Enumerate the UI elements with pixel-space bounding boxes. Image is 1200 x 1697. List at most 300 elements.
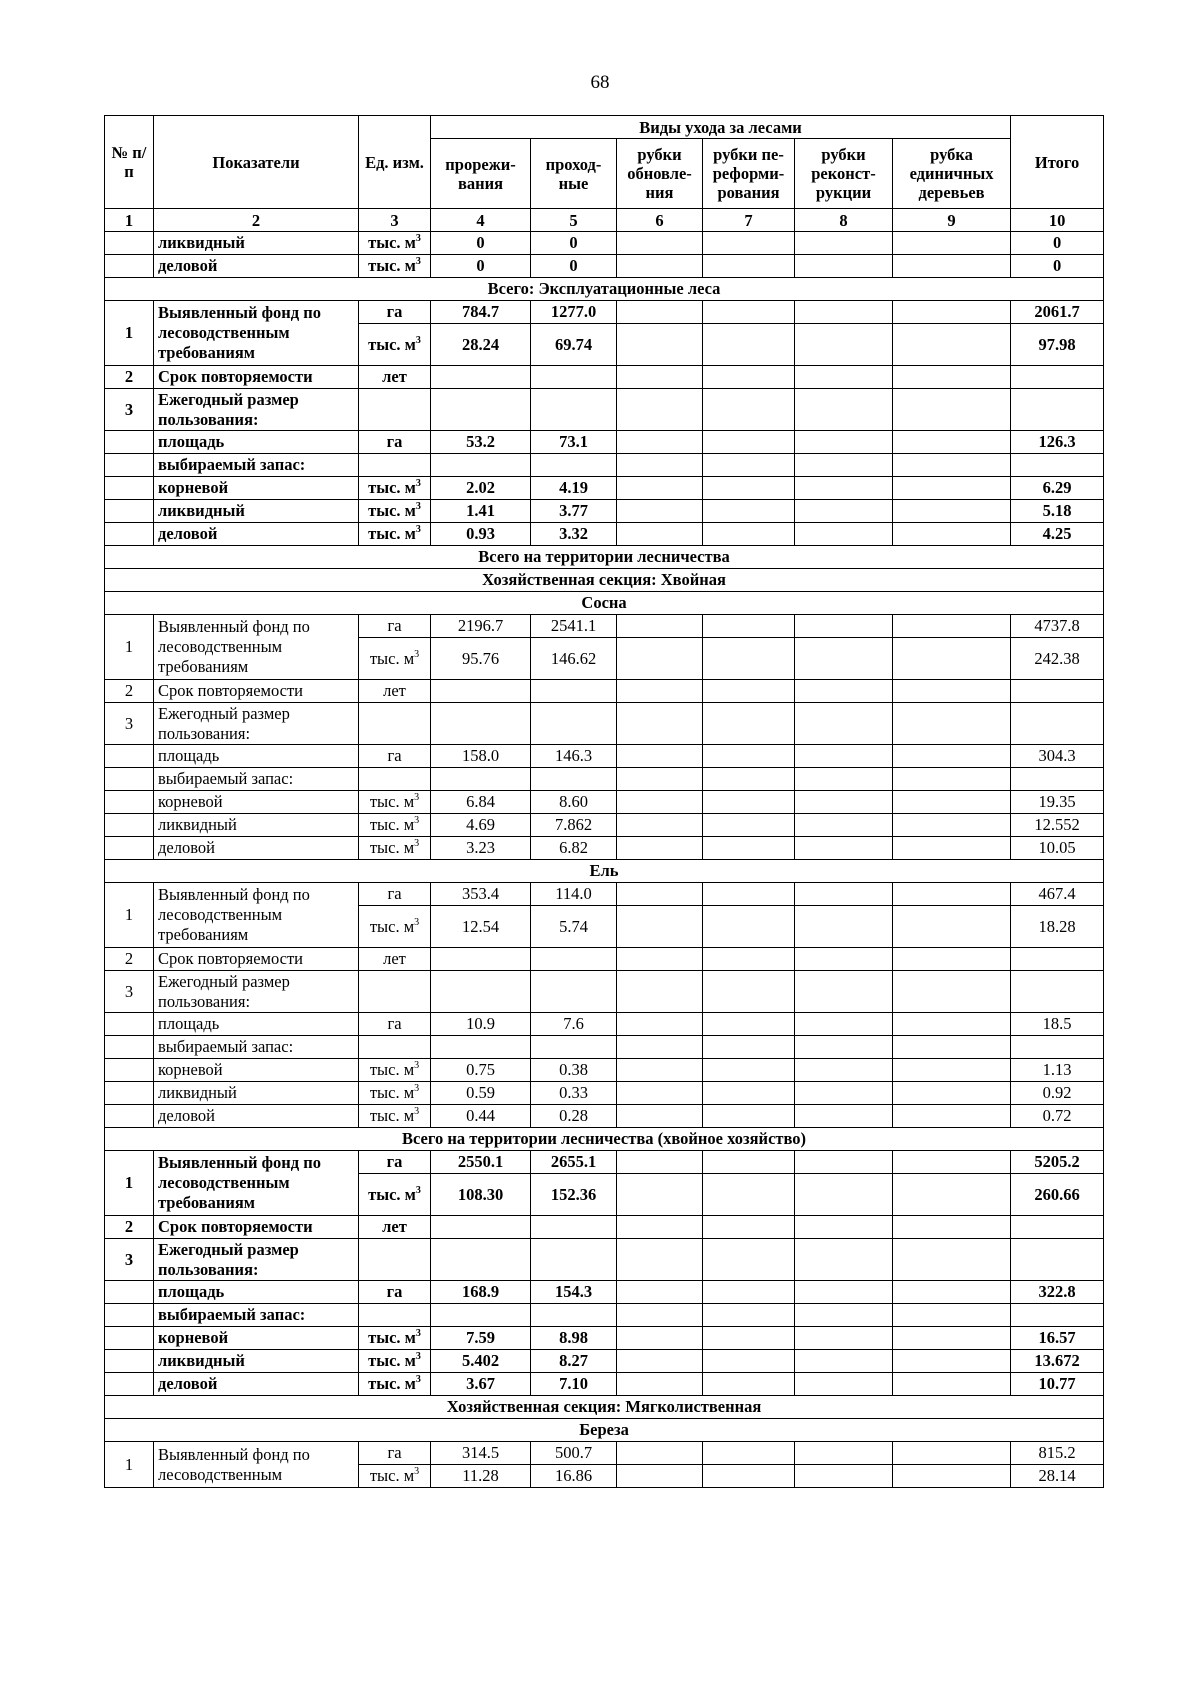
value-col-5: 69.74 <box>531 324 617 366</box>
value-col-5: 4.19 <box>531 477 617 500</box>
data-row <box>105 791 1104 814</box>
data-row <box>105 745 1104 768</box>
indicator-label: Выявленный фонд по лесоводственным требованиям <box>154 1151 359 1216</box>
value-col-6 <box>617 948 703 971</box>
value-col-6 <box>617 745 703 768</box>
value-col-4: 0 <box>431 232 531 255</box>
value-col-7 <box>703 1465 795 1488</box>
row-number-cell: 2 <box>105 1216 154 1239</box>
value-total: 304.3 <box>1011 745 1104 768</box>
value-col-6 <box>617 1082 703 1105</box>
value-col-9 <box>893 703 1011 745</box>
value-total: 467.4 <box>1011 883 1104 906</box>
value-col-4: 168.9 <box>431 1281 531 1304</box>
value-col-5: 146.62 <box>531 638 617 680</box>
header-col-9: рубка единичных деревьев <box>893 139 1011 209</box>
value-col-7 <box>703 1082 795 1105</box>
value-col-9 <box>893 680 1011 703</box>
repeat-row <box>105 1216 1104 1239</box>
value-col-6 <box>617 431 703 454</box>
value-col-6 <box>617 1239 703 1281</box>
value-col-4: 53.2 <box>431 431 531 454</box>
value-col-5 <box>531 948 617 971</box>
value-col-4 <box>431 680 531 703</box>
value-total: 97.98 <box>1011 324 1104 366</box>
annual-row <box>105 971 1104 1013</box>
section-band-row <box>105 1396 1104 1419</box>
value-col-8 <box>795 1442 893 1465</box>
value-col-7 <box>703 883 795 906</box>
value-col-5: 500.7 <box>531 1442 617 1465</box>
value-total <box>1011 1216 1104 1239</box>
value-col-6 <box>617 1281 703 1304</box>
unit-cell: тыс. $м^3$ <box>359 791 431 814</box>
value-col-9 <box>893 745 1011 768</box>
value-col-7 <box>703 680 795 703</box>
row-number-cell: 3 <box>105 703 154 745</box>
value-total <box>1011 1304 1104 1327</box>
value-col-6 <box>617 232 703 255</box>
unit-cell: га <box>359 1281 431 1304</box>
value-total <box>1011 948 1104 971</box>
value-col-4: 314.5 <box>431 1442 531 1465</box>
value-col-9 <box>893 1350 1011 1373</box>
value-col-4 <box>431 703 531 745</box>
indicator-label: Ежегодный размер пользования: <box>154 971 359 1013</box>
unit-cell <box>359 1304 431 1327</box>
row-number-cell <box>105 814 154 837</box>
data-row <box>105 500 1104 523</box>
data-row <box>105 232 1104 255</box>
value-col-6 <box>617 477 703 500</box>
value-col-8 <box>795 1373 893 1396</box>
value-col-4: 158.0 <box>431 745 531 768</box>
value-col-6 <box>617 1059 703 1082</box>
header-col-5: проход-ные <box>531 139 617 209</box>
value-col-6 <box>617 301 703 324</box>
unit-cell <box>359 768 431 791</box>
value-col-4: 2.02 <box>431 477 531 500</box>
data-row <box>105 255 1104 278</box>
value-total: 6.29 <box>1011 477 1104 500</box>
row-number-cell <box>105 454 154 477</box>
row-number-cell: 2 <box>105 366 154 389</box>
value-total <box>1011 768 1104 791</box>
row-number-cell <box>105 791 154 814</box>
value-col-9 <box>893 523 1011 546</box>
value-col-6 <box>617 366 703 389</box>
value-total <box>1011 366 1104 389</box>
value-col-7 <box>703 814 795 837</box>
value-col-8 <box>795 703 893 745</box>
value-col-4 <box>431 948 531 971</box>
unit-cell: тыс. $м^3$ <box>359 1373 431 1396</box>
value-total: 0.92 <box>1011 1082 1104 1105</box>
unit-cell: лет <box>359 680 431 703</box>
value-col-7 <box>703 1281 795 1304</box>
value-col-5: 0.28 <box>531 1105 617 1128</box>
row-number-cell: 1 <box>105 883 154 948</box>
column-number-8: 8 <box>795 209 893 232</box>
header-col-6: рубки обновле-ния <box>617 139 703 209</box>
value-col-8 <box>795 883 893 906</box>
forest-care-table <box>104 115 1104 1488</box>
value-col-9 <box>893 1082 1011 1105</box>
value-col-8 <box>795 791 893 814</box>
value-col-8 <box>795 523 893 546</box>
value-col-4: 0.44 <box>431 1105 531 1128</box>
indicator-label: Выявленный фонд по лесоводственным требованиям <box>154 883 359 948</box>
value-total: 5205.2 <box>1011 1151 1104 1174</box>
unit-cell: га <box>359 431 431 454</box>
row-number-cell <box>105 768 154 791</box>
value-col-9 <box>893 615 1011 638</box>
value-col-5: 8.98 <box>531 1327 617 1350</box>
value-col-4: 2196.7 <box>431 615 531 638</box>
unit-cell: га <box>359 1013 431 1036</box>
value-col-9 <box>893 1174 1011 1216</box>
value-total: 260.66 <box>1011 1174 1104 1216</box>
unit-cell: га <box>359 1151 431 1174</box>
row-number-cell: 1 <box>105 1151 154 1216</box>
value-col-5 <box>531 1239 617 1281</box>
repeat-row <box>105 680 1104 703</box>
value-total: 126.3 <box>1011 431 1104 454</box>
repeat-row <box>105 366 1104 389</box>
unit-cell <box>359 1239 431 1281</box>
row-number-cell: 1 <box>105 615 154 680</box>
value-col-5: 146.3 <box>531 745 617 768</box>
value-col-4: 0 <box>431 255 531 278</box>
value-total: 16.57 <box>1011 1327 1104 1350</box>
value-col-9 <box>893 1036 1011 1059</box>
unit-cell: тыс. $м^3$ <box>359 1465 431 1488</box>
value-total: 28.14 <box>1011 1465 1104 1488</box>
indicator-label: выбираемый запас: <box>154 1036 359 1059</box>
value-col-5: 16.86 <box>531 1465 617 1488</box>
value-total: 0 <box>1011 232 1104 255</box>
indicator-label: площадь <box>154 1281 359 1304</box>
value-col-6 <box>617 906 703 948</box>
column-number-1: 1 <box>105 209 154 232</box>
annual-row <box>105 703 1104 745</box>
value-col-5 <box>531 1216 617 1239</box>
indicator-label: выбираемый запас: <box>154 1304 359 1327</box>
value-col-6 <box>617 703 703 745</box>
value-col-7 <box>703 1216 795 1239</box>
section-title: Всего на территории лесничества <box>105 546 1104 569</box>
value-col-9 <box>893 454 1011 477</box>
unit-cell: лет <box>359 1216 431 1239</box>
column-number-10: 10 <box>1011 209 1104 232</box>
value-col-4: 7.59 <box>431 1327 531 1350</box>
row-number-cell <box>105 1105 154 1128</box>
indicator-label: корневой <box>154 477 359 500</box>
value-col-7 <box>703 1013 795 1036</box>
value-col-9 <box>893 971 1011 1013</box>
value-col-8 <box>795 255 893 278</box>
data-row <box>105 837 1104 860</box>
section-title: Хозяйственная секция: Хвойная <box>105 569 1104 592</box>
unit-cell: лет <box>359 948 431 971</box>
header-num: № п/п <box>105 116 154 209</box>
row-number-cell <box>105 1036 154 1059</box>
value-col-4: 10.9 <box>431 1013 531 1036</box>
value-col-5 <box>531 454 617 477</box>
indicator-label: корневой <box>154 791 359 814</box>
value-col-9 <box>893 1465 1011 1488</box>
value-col-7 <box>703 837 795 860</box>
value-col-4: 3.23 <box>431 837 531 860</box>
value-col-8 <box>795 1465 893 1488</box>
value-col-6 <box>617 1350 703 1373</box>
value-col-5: 7.10 <box>531 1373 617 1396</box>
value-col-6 <box>617 1442 703 1465</box>
row-number-cell: 1 <box>105 301 154 366</box>
value-col-6 <box>617 1373 703 1396</box>
header-group-title: Виды ухода за лесами <box>431 116 1011 139</box>
value-col-5: 0.33 <box>531 1082 617 1105</box>
value-col-7 <box>703 906 795 948</box>
data-row <box>105 454 1104 477</box>
value-col-9 <box>893 366 1011 389</box>
indicator-label: ликвидный <box>154 500 359 523</box>
row-number-cell <box>105 477 154 500</box>
data-row <box>105 1036 1104 1059</box>
indicator-label: Срок повторяемости <box>154 366 359 389</box>
value-col-9 <box>893 638 1011 680</box>
value-col-6 <box>617 971 703 1013</box>
value-col-8 <box>795 232 893 255</box>
value-col-6 <box>617 814 703 837</box>
value-col-5: 7.6 <box>531 1013 617 1036</box>
data-row <box>105 1105 1104 1128</box>
value-col-9 <box>893 301 1011 324</box>
value-col-4 <box>431 768 531 791</box>
value-total: 0.72 <box>1011 1105 1104 1128</box>
data-row <box>105 523 1104 546</box>
row-number-cell <box>105 1281 154 1304</box>
value-col-5: 73.1 <box>531 431 617 454</box>
section-band-row <box>105 860 1104 883</box>
data-row <box>105 477 1104 500</box>
value-col-6 <box>617 389 703 431</box>
column-number-2: 2 <box>154 209 359 232</box>
indicator-label: Выявленный фонд по лесоводственным <box>154 1442 359 1488</box>
value-col-7 <box>703 615 795 638</box>
row-number-cell: 2 <box>105 680 154 703</box>
unit-cell: тыс. $м^3$ <box>359 1350 431 1373</box>
row-number-cell <box>105 500 154 523</box>
value-col-4: 0.93 <box>431 523 531 546</box>
value-col-8 <box>795 1105 893 1128</box>
value-col-5: 152.36 <box>531 1174 617 1216</box>
unit-cell: га <box>359 615 431 638</box>
value-col-9 <box>893 389 1011 431</box>
value-col-8 <box>795 1059 893 1082</box>
value-col-6 <box>617 1327 703 1350</box>
value-col-5: 114.0 <box>531 883 617 906</box>
value-col-7 <box>703 301 795 324</box>
value-col-8 <box>795 1304 893 1327</box>
row-number-cell <box>105 523 154 546</box>
value-col-7 <box>703 1327 795 1350</box>
value-col-6 <box>617 1013 703 1036</box>
value-col-7 <box>703 1174 795 1216</box>
unit-cell <box>359 971 431 1013</box>
value-col-8 <box>795 1036 893 1059</box>
value-col-8 <box>795 431 893 454</box>
column-number-7: 7 <box>703 209 795 232</box>
value-col-5 <box>531 1036 617 1059</box>
value-col-4 <box>431 1216 531 1239</box>
indicator-label: Ежегодный размер пользования: <box>154 703 359 745</box>
value-total: 5.18 <box>1011 500 1104 523</box>
header-unit: Ед. изм. <box>359 116 431 209</box>
indicator-label: Выявленный фонд по лесоводственным требованиям <box>154 615 359 680</box>
value-total: 2061.7 <box>1011 301 1104 324</box>
value-col-7 <box>703 366 795 389</box>
value-col-7 <box>703 454 795 477</box>
indicator-label: корневой <box>154 1327 359 1350</box>
unit-cell: тыс. $м^3$ <box>359 1327 431 1350</box>
value-col-7 <box>703 971 795 1013</box>
row-number-cell: 1 <box>105 1442 154 1488</box>
indicator-label: ликвидный <box>154 1082 359 1105</box>
data-row <box>105 1013 1104 1036</box>
value-col-7 <box>703 1304 795 1327</box>
row-number-cell <box>105 1013 154 1036</box>
indicator-label: Срок повторяемости <box>154 680 359 703</box>
value-col-7 <box>703 500 795 523</box>
value-col-4: 353.4 <box>431 883 531 906</box>
value-col-9 <box>893 500 1011 523</box>
value-col-4: 3.67 <box>431 1373 531 1396</box>
value-col-6 <box>617 255 703 278</box>
value-col-8 <box>795 500 893 523</box>
value-col-4 <box>431 1304 531 1327</box>
value-col-6 <box>617 791 703 814</box>
value-col-4 <box>431 1036 531 1059</box>
row-number-cell <box>105 745 154 768</box>
indicator-label: деловой <box>154 837 359 860</box>
value-total <box>1011 1036 1104 1059</box>
column-number-3: 3 <box>359 209 431 232</box>
value-col-4: 784.7 <box>431 301 531 324</box>
row-number-cell <box>105 1327 154 1350</box>
value-total: 13.672 <box>1011 1350 1104 1373</box>
value-col-6 <box>617 1216 703 1239</box>
data-row <box>105 1373 1104 1396</box>
data-row <box>105 431 1104 454</box>
unit-cell: тыс. $м^3$ <box>359 814 431 837</box>
indicator-label: деловой <box>154 1373 359 1396</box>
unit-cell: га <box>359 745 431 768</box>
value-col-9 <box>893 1281 1011 1304</box>
row-number-cell: 3 <box>105 1239 154 1281</box>
column-numbering-row <box>105 209 1104 232</box>
value-col-9 <box>893 948 1011 971</box>
unit-cell <box>359 389 431 431</box>
value-total: 10.05 <box>1011 837 1104 860</box>
value-total: 12.552 <box>1011 814 1104 837</box>
value-col-4 <box>431 971 531 1013</box>
row-number-cell <box>105 1373 154 1396</box>
value-col-5: 3.77 <box>531 500 617 523</box>
indicator-label: Срок повторяемости <box>154 1216 359 1239</box>
data-row <box>105 1327 1104 1350</box>
value-col-4: 1.41 <box>431 500 531 523</box>
unit-cell <box>359 703 431 745</box>
section-band-row <box>105 278 1104 301</box>
value-col-6 <box>617 615 703 638</box>
value-col-8 <box>795 1151 893 1174</box>
value-col-8 <box>795 1239 893 1281</box>
value-col-8 <box>795 906 893 948</box>
section-title: Всего на территории лесничества (хвойное хозяйство) <box>105 1128 1104 1151</box>
indicator-label: площадь <box>154 1013 359 1036</box>
value-col-8 <box>795 1216 893 1239</box>
section-title: Береза <box>105 1419 1104 1442</box>
value-col-9 <box>893 477 1011 500</box>
section-band-row <box>105 546 1104 569</box>
value-col-9 <box>893 431 1011 454</box>
value-col-4 <box>431 1239 531 1281</box>
value-col-5: 0.38 <box>531 1059 617 1082</box>
value-col-5: 154.3 <box>531 1281 617 1304</box>
value-col-7 <box>703 431 795 454</box>
unit-cell: тыс. $м^3$ <box>359 1082 431 1105</box>
unit-cell: тыс. $м^3$ <box>359 477 431 500</box>
unit-cell: тыс. $м^3$ <box>359 1174 431 1216</box>
value-col-4: 12.54 <box>431 906 531 948</box>
row-number-cell <box>105 232 154 255</box>
unit-cell <box>359 454 431 477</box>
value-col-6 <box>617 1036 703 1059</box>
value-col-4: 6.84 <box>431 791 531 814</box>
value-total: 19.35 <box>1011 791 1104 814</box>
fund-row <box>105 615 1104 638</box>
value-col-5: 7.862 <box>531 814 617 837</box>
data-row <box>105 1350 1104 1373</box>
unit-cell: га <box>359 883 431 906</box>
column-number-5: 5 <box>531 209 617 232</box>
section-band-row <box>105 592 1104 615</box>
value-col-4: 0.59 <box>431 1082 531 1105</box>
value-col-5 <box>531 703 617 745</box>
value-col-9 <box>893 768 1011 791</box>
value-col-9 <box>893 883 1011 906</box>
value-col-8 <box>795 324 893 366</box>
value-col-4: 2550.1 <box>431 1151 531 1174</box>
value-col-8 <box>795 1013 893 1036</box>
value-total: 1.13 <box>1011 1059 1104 1082</box>
value-total: 242.38 <box>1011 638 1104 680</box>
column-number-6: 6 <box>617 209 703 232</box>
row-number-cell: 3 <box>105 971 154 1013</box>
value-col-5: 1277.0 <box>531 301 617 324</box>
header-col-8: рубки реконст-рукции <box>795 139 893 209</box>
indicator-label: площадь <box>154 745 359 768</box>
value-col-5: 0 <box>531 255 617 278</box>
value-col-9 <box>893 814 1011 837</box>
value-col-5: 0 <box>531 232 617 255</box>
value-col-6 <box>617 454 703 477</box>
value-col-6 <box>617 680 703 703</box>
indicator-label: Выявленный фонд по лесоводственным требованиям <box>154 301 359 366</box>
value-col-8 <box>795 615 893 638</box>
indicator-label: деловой <box>154 1105 359 1128</box>
